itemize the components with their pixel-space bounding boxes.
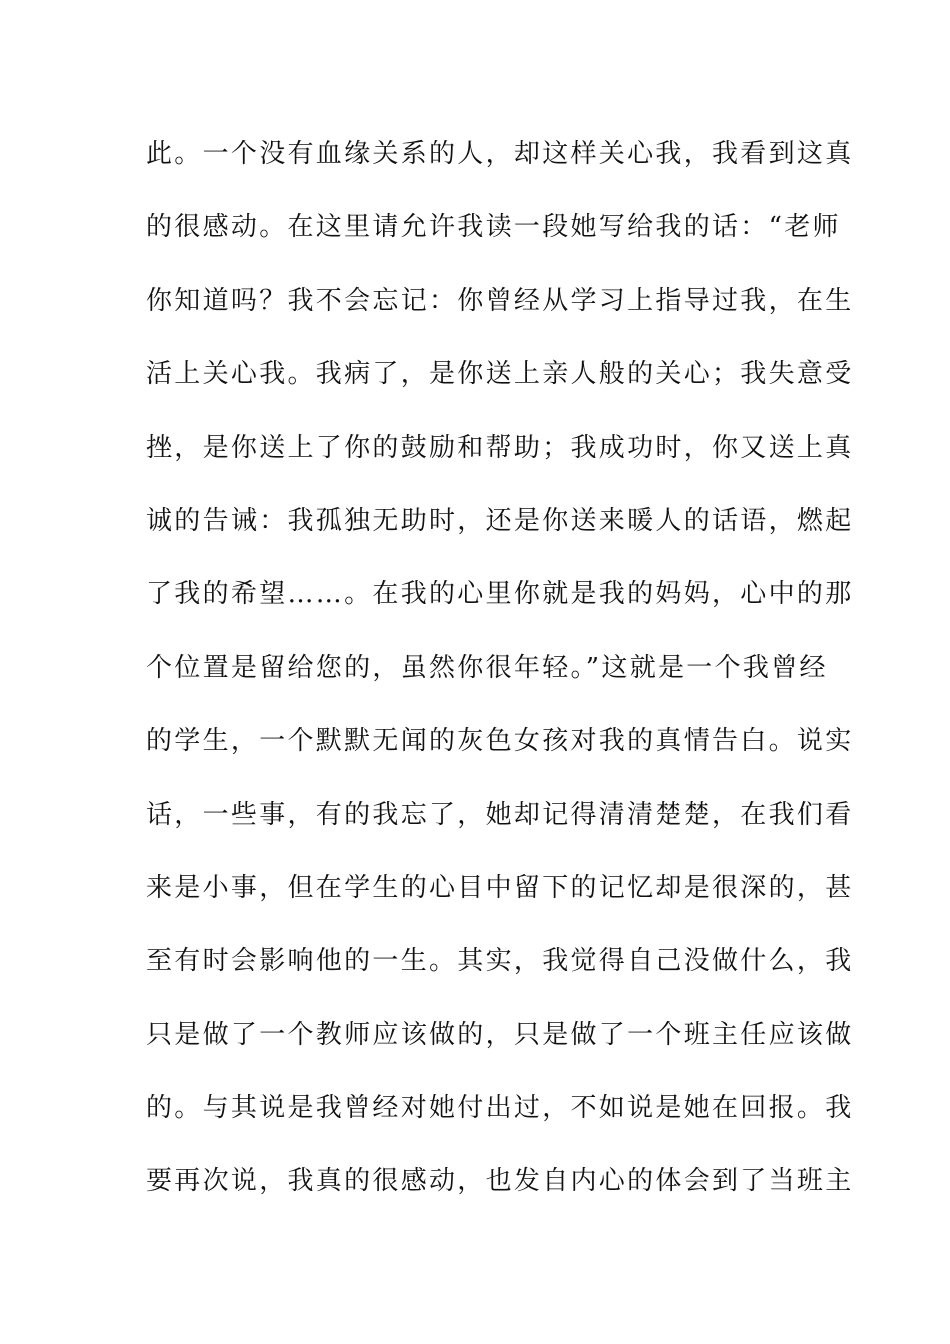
text-line: 的。与其说是我曾经对她付出过，不如说是她在回报。我 <box>146 1093 854 1124</box>
text-line: 此。一个没有血缘关系的人，却这样关心我，我看到这真 <box>146 139 854 169</box>
text-line: 只是做了一个教师应该做的，只是做了一个班主任应该做 <box>146 1019 854 1050</box>
body-paragraph <box>146 130 854 1231</box>
text-line: 诚的告诫：我孤独无助时，还是你送来暖人的话语，燃起 <box>146 505 854 536</box>
text-line: 话，一些事，有的我忘了，她却记得清清楚楚，在我们看 <box>146 799 854 830</box>
text-line: 个位置是留给您的，虽然你很年轻。”这就是一个我曾经 <box>146 652 828 683</box>
text-line: 挫，是你送上了你的鼓励和帮助；我成功时，你又送上真 <box>146 432 854 463</box>
text-line: 的学生，一个默默无闻的灰色女孩对我的真情告白。说实 <box>146 726 854 757</box>
text-line: 要再次说，我真的很感动，也发自内心的体会到了当班主 <box>146 1166 854 1197</box>
text-line: 了我的希望……。在我的心里你就是我的妈妈，心中的那 <box>146 579 854 610</box>
text-line: 的很感动。在这里请允许我读一段她写给我的话：“老师 <box>146 212 841 243</box>
text-line: 活上关心我。我病了，是你送上亲人般的关心；我失意受 <box>146 359 854 390</box>
text-line: 至有时会影响他的一生。其实，我觉得自己没做什么，我 <box>146 946 854 977</box>
text-line: 你知道吗？我不会忘记：你曾经从学习上指导过我，在生 <box>146 285 854 316</box>
text-line: 来是小事，但在学生的心目中留下的记忆却是很深的，甚 <box>146 872 854 903</box>
